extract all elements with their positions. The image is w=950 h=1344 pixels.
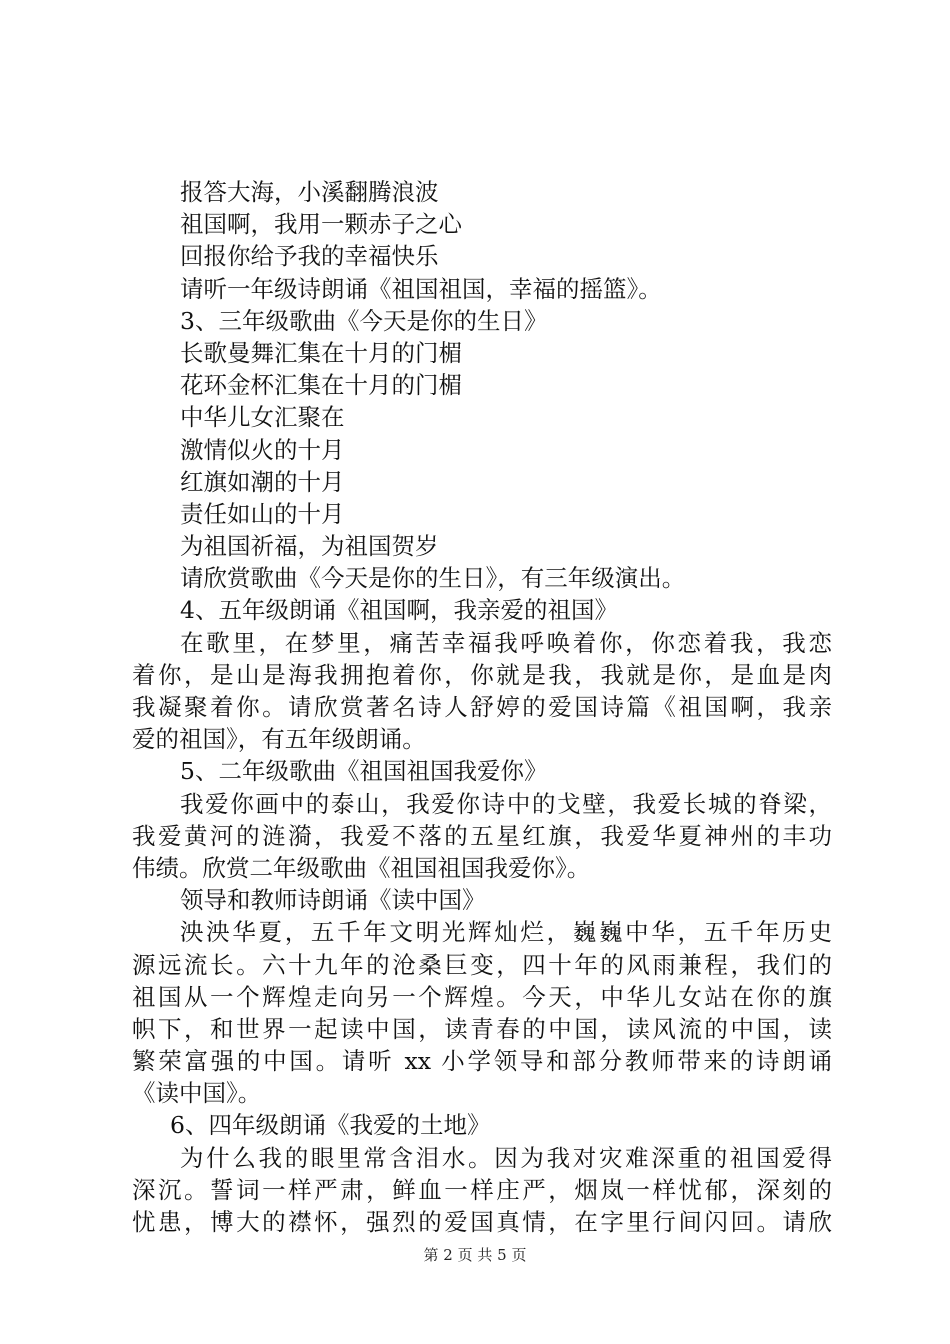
text-line: 花环金杯汇集在十月的门楣 bbox=[180, 371, 462, 400]
text-line: 源远流长。六十九年的沧桑巨变，四十年的风雨兼程，我们的 bbox=[132, 950, 832, 979]
text-line: 4、五年级朗诵《祖国啊，我亲爱的祖国》 bbox=[180, 596, 618, 625]
text-line: 帜下，和世界一起读中国，读青春的中国，读风流的中国，读 bbox=[132, 1014, 832, 1043]
text-line: 报答大海，小溪翻腾浪波 bbox=[180, 178, 439, 206]
text-line: 5、二年级歌曲《祖国祖国我爱你》 bbox=[180, 757, 548, 786]
text-line: 6、四年级朗诵《我爱的土地》 bbox=[170, 1111, 491, 1140]
text-line: 责任如山的十月 bbox=[180, 499, 345, 528]
text-line: 为祖国祈福，为祖国贺岁 bbox=[180, 532, 439, 561]
text-line: 忧患，博大的襟怀，强烈的爱国真情，在字里行间闪回。请欣 bbox=[132, 1208, 832, 1236]
page-footer: 第 2 页 共 5 页 bbox=[423, 1246, 527, 1264]
text-line: 我凝聚着你。请欣赏著名诗人舒婷的爱国诗篇《祖国啊，我亲 bbox=[132, 693, 832, 721]
text-line: 领导和教师诗朗诵《读中国》 bbox=[180, 886, 486, 915]
text-line: 回报你给予我的幸福快乐 bbox=[180, 242, 439, 271]
text-line: 为什么我的眼里常含泪水。因为我对灾难深重的祖国爱得 bbox=[180, 1143, 832, 1172]
text-line: 繁荣富强的中国。请听 xx 小学领导和部分教师带来的诗朗诵 bbox=[132, 1047, 832, 1076]
document-body bbox=[132, 176, 832, 1238]
text-line: 泱泱华夏，五千年文明光辉灿烂，巍巍中华，五千年历史 bbox=[180, 918, 832, 947]
text-line: 祖国从一个辉煌走向另一个辉煌。今天，中华儿女站在你的旗 bbox=[132, 982, 832, 1011]
text-line: 爱的祖国》，有五年级朗诵。 bbox=[132, 725, 426, 754]
text-line: 祖国啊，我用一颗赤子之心 bbox=[180, 210, 462, 239]
text-line: 伟绩。欣赏二年级歌曲《祖国祖国我爱你》。 bbox=[132, 853, 591, 882]
text-line: 请欣赏歌曲《今天是你的生日》，有三年级演出。 bbox=[180, 564, 686, 593]
text-line: 深沉。誓词一样严肃，鲜血一样庄严，烟岚一样忧郁，深刻的 bbox=[132, 1175, 832, 1204]
text-line: 红旗如潮的十月 bbox=[180, 467, 345, 496]
text-line: 我爱你画中的泰山，我爱你诗中的戈壁，我爱长城的脊梁， bbox=[180, 789, 832, 818]
text-line: 中华儿女汇聚在 bbox=[180, 403, 345, 432]
text-line: 我爱黄河的涟漪，我爱不落的五星红旗，我爱华夏神州的丰功 bbox=[132, 821, 832, 850]
text-line: 长歌曼舞汇集在十月的门楣 bbox=[180, 338, 462, 367]
text-line: 请听一年级诗朗诵《祖国祖国，幸福的摇篮》。 bbox=[180, 274, 662, 303]
text-line: 激情似火的十月 bbox=[180, 435, 345, 464]
text-line: 3、三年级歌曲《今天是你的生日》 bbox=[180, 306, 548, 335]
text-line: 《读中国》。 bbox=[132, 1079, 262, 1108]
text-line: 着你，是山是海我拥抱着你，你就是我，我就是你，是血是肉 bbox=[132, 660, 832, 689]
text-line: 在歌里，在梦里，痛苦幸福我呼唤着你，你恋着我，我恋 bbox=[180, 628, 832, 657]
